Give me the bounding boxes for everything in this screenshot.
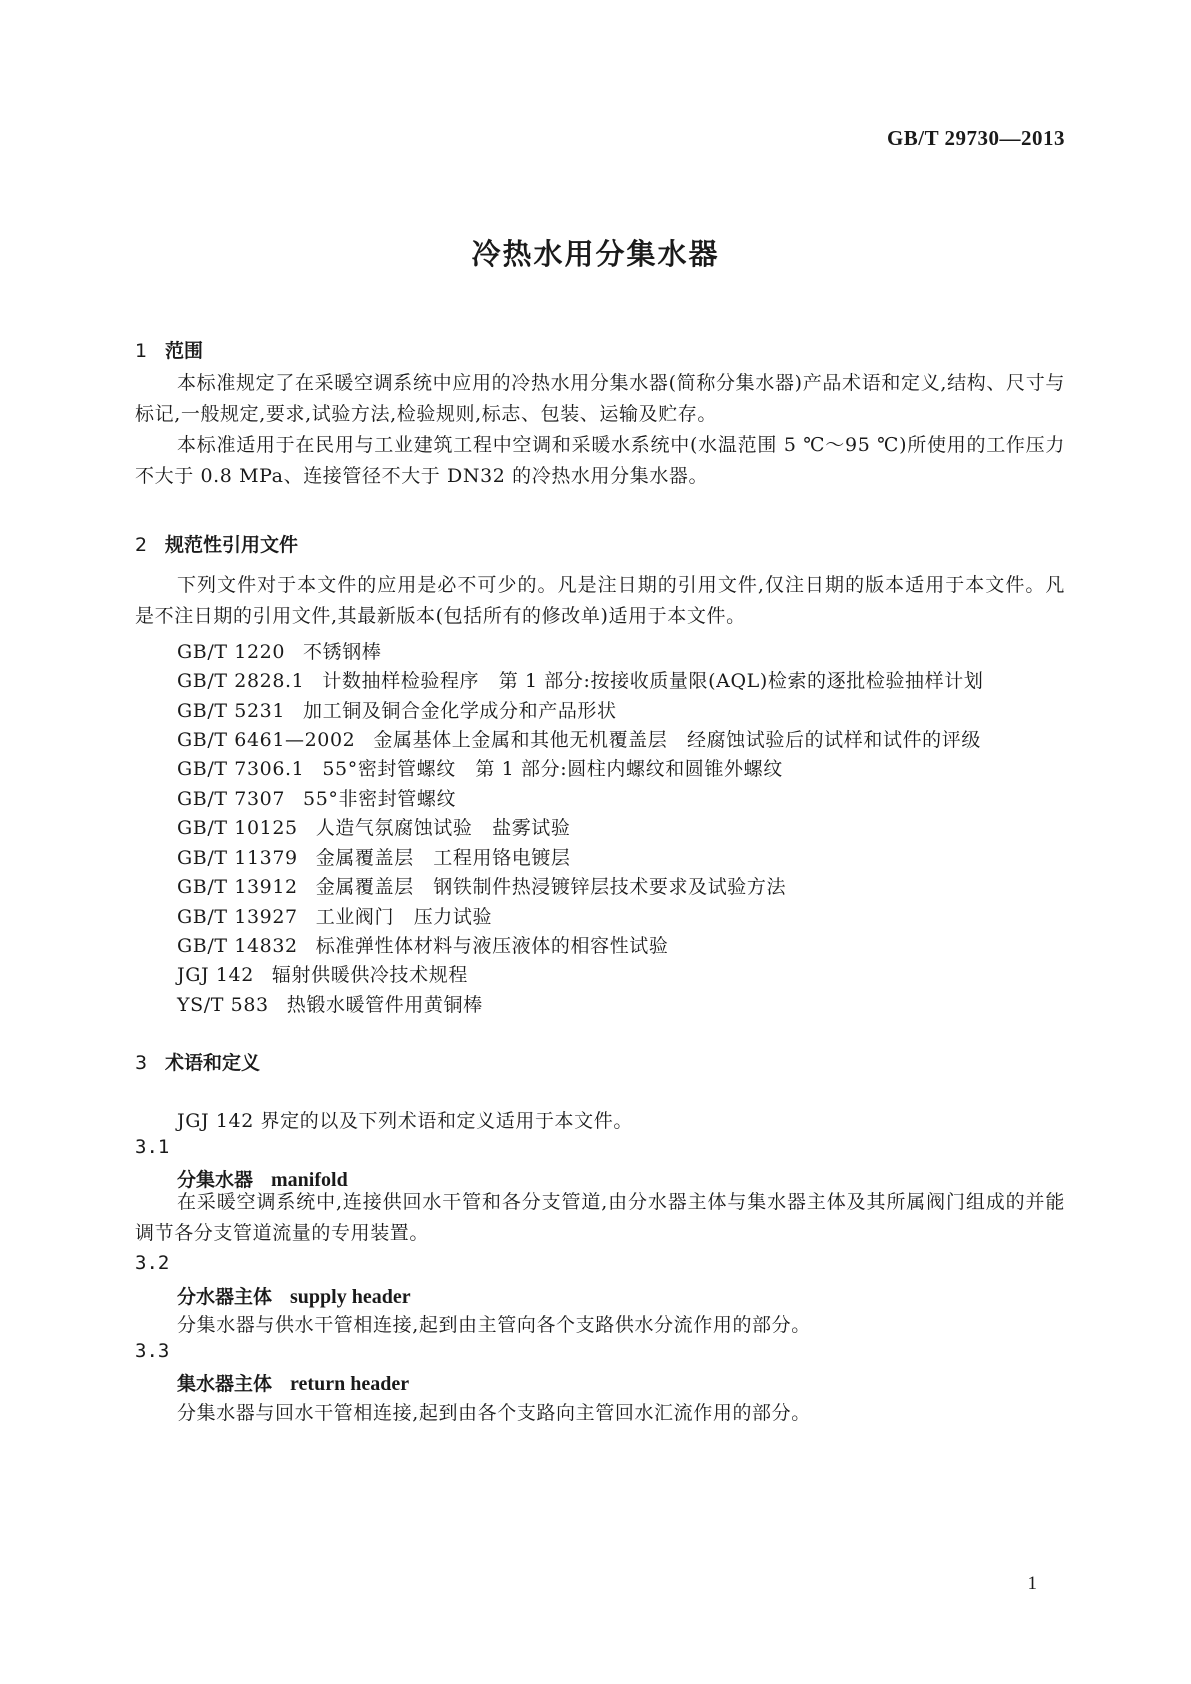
- section-title: 规范性引用文件: [165, 534, 299, 556]
- clause-number: 3.1: [135, 1136, 170, 1158]
- reference-item: [177, 872, 786, 899]
- reference-title: 加工铜及铜合金化学成分和产品形状: [303, 700, 617, 722]
- section-title: 范围: [165, 340, 204, 362]
- reference-code: GB/T 5231: [177, 700, 286, 722]
- page-number: 1: [1027, 1573, 1037, 1594]
- reference-title: 55°非密封管螺纹: [303, 788, 457, 810]
- reference-item: [177, 990, 483, 1017]
- clause-number: 3.2: [135, 1252, 170, 1274]
- reference-item: [177, 902, 492, 929]
- reference-code: GB/T 11379: [177, 847, 298, 869]
- reference-code: GB/T 6461—2002: [177, 729, 356, 751]
- section-title: 术语和定义: [165, 1052, 261, 1074]
- term-zh: 分集水器: [177, 1169, 254, 1191]
- scope-paragraph-2: 本标准适用于在民用与工业建筑工程中空调和采暖水系统中(水温范围 5 ℃～95 ℃)所使用的工作压力不大于 0.8 MPa、连接管径不大于 DN32 的冷热水用分集水器。: [135, 434, 1065, 487]
- term-en: supply header: [290, 1286, 411, 1308]
- reference-title: 金属覆盖层 工程用铬电镀层: [315, 847, 571, 869]
- reference-item: [177, 696, 617, 723]
- reference-title: 标准弹性体材料与液压液体的相容性试验: [315, 935, 669, 957]
- section-heading-terms: [135, 1048, 260, 1075]
- reference-title: 工业阀门 压力试验: [315, 906, 493, 928]
- reference-title: 金属覆盖层 钢铁制件热浸镀锌层技术要求及试验方法: [315, 876, 787, 898]
- reference-code: GB/T 2828.1: [177, 670, 305, 692]
- term-heading: [177, 1369, 409, 1396]
- term-definition: 分集水器与供水干管相连接,起到由主管向各个支路供水分流作用的部分。: [177, 1314, 811, 1336]
- reference-code: GB/T 13927: [177, 906, 298, 928]
- reference-item: [177, 931, 669, 958]
- term-en: manifold: [271, 1169, 348, 1191]
- term-zh: 集水器主体: [177, 1373, 273, 1395]
- reference-title: 55°密封管螺纹 第 1 部分:圆柱内螺纹和圆锥外螺纹: [322, 758, 783, 780]
- reference-code: GB/T 14832: [177, 935, 298, 957]
- reference-code: GB/T 1220: [177, 641, 286, 663]
- section-number: 2: [135, 534, 148, 556]
- reference-item: [177, 666, 983, 693]
- reference-item: [177, 725, 981, 752]
- section-number: 3: [135, 1052, 148, 1074]
- reference-title: 辐射供暖供冷技术规程: [271, 964, 468, 986]
- reference-title: 热锻水暖管件用黄铜棒: [286, 994, 483, 1016]
- term-definition: 在采暖空调系统中,连接供回水干管和各分支管道,由分水器主体与集水器主体及其所属阀门组成的并能调节各分支管道流量的专用装置。: [135, 1191, 1065, 1244]
- standard-code: GB/T 29730—2013: [886, 126, 1065, 150]
- references-intro: 下列文件对于本文件的应用是必不可少的。凡是注日期的引用文件,仅注日期的版本适用于本文件。凡是不注日期的引用文件,其最新版本(包括所有的修改单)适用于本文件。: [135, 574, 1065, 627]
- reference-item: [177, 637, 381, 664]
- reference-title: 不锈钢棒: [303, 641, 382, 663]
- section-heading-scope: [135, 336, 203, 363]
- reference-code: GB/T 10125: [177, 817, 298, 839]
- reference-title: 计数抽样检验程序 第 1 部分:按接收质量限(AQL)检索的逐批检验抽样计划: [322, 670, 984, 692]
- reference-code: GB/T 13912: [177, 876, 298, 898]
- reference-item: [177, 754, 783, 781]
- section-number: 1: [135, 340, 148, 362]
- term-definition: 分集水器与回水干管相连接,起到由各个支路向主管回水汇流作用的部分。: [177, 1402, 811, 1424]
- reference-item: [177, 960, 468, 987]
- reference-item: [177, 843, 571, 870]
- reference-code: GB/T 7306.1: [177, 758, 305, 780]
- section-heading-references: [135, 530, 298, 557]
- reference-code: GB/T 7307: [177, 788, 286, 810]
- reference-code: JGJ 142: [177, 964, 254, 986]
- scope-paragraph-1: 本标准规定了在采暖空调系统中应用的冷热水用分集水器(简称分集水器)产品术语和定义,结构、尺寸与标记,一般规定,要求,试验方法,检验规则,标志、包装、运输及贮存。: [135, 372, 1065, 425]
- terms-intro: JGJ 142 界定的以及下列术语和定义适用于本文件。: [177, 1110, 633, 1132]
- term-en: return header: [290, 1373, 410, 1395]
- clause-number: 3.3: [135, 1340, 170, 1362]
- term-heading: [177, 1282, 411, 1309]
- reference-item: [177, 813, 571, 840]
- term-zh: 分水器主体: [177, 1286, 273, 1308]
- reference-code: YS/T 583: [177, 994, 269, 1016]
- reference-item: [177, 784, 456, 811]
- document-title: 冷热水用分集水器: [471, 237, 720, 271]
- reference-title: 金属基体上金属和其他无机覆盖层 经腐蚀试验后的试样和试件的评级: [373, 729, 981, 751]
- reference-title: 人造气氛腐蚀试验 盐雾试验: [315, 817, 571, 839]
